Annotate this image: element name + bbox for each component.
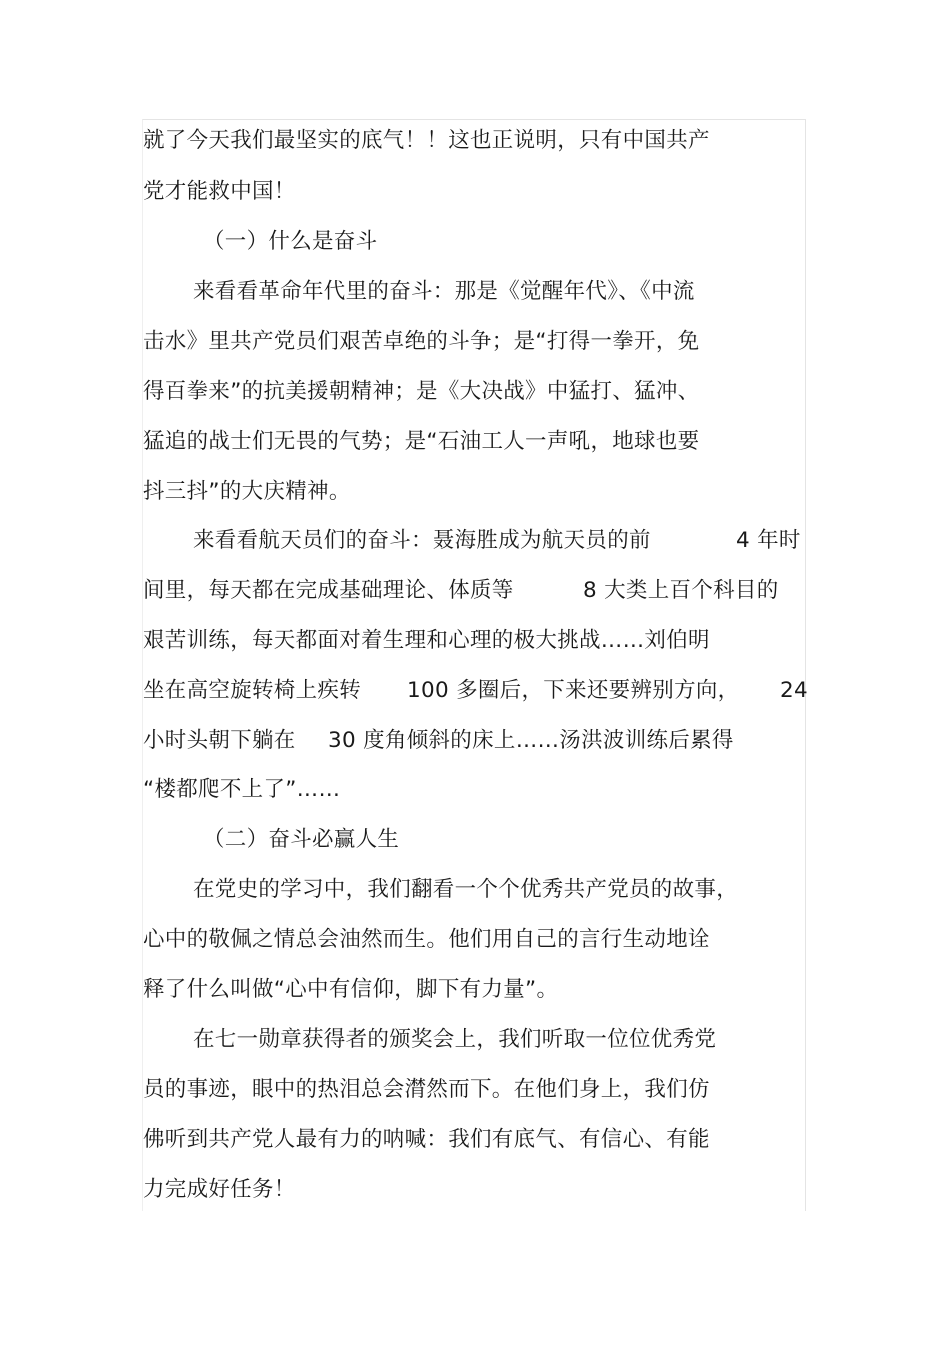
text-line-10-tail: 8 大类上百个科目的 — [583, 578, 779, 603]
text-line-9: 来看看航天员们的奋斗：聂海胜成为航天员的前 — [193, 528, 651, 553]
text-line-20: 员的事迹，眼中的热泪总会潸然而下。在他们身上，我们仿 — [143, 1077, 710, 1102]
text-line-12: 坐在高空旋转椅上疾转 — [143, 678, 362, 703]
text-line-21: 佛听到共产党人最有力的呐喊：我们有底气、有信心、有能 — [143, 1127, 710, 1152]
text-line-22: 力完成好任务！ — [143, 1177, 296, 1202]
section-heading-1: （一）什么是奋斗 — [203, 229, 378, 254]
text-line-10: 间里，每天都在完成基础理论、体质等 — [143, 578, 514, 603]
text-line-9-tail: 4 年时 — [736, 528, 801, 553]
text-line-8: 抖三抖”的大庆精神。 — [143, 479, 351, 504]
text-line-12-tail: 24 — [780, 678, 808, 703]
text-line-1: 就了今天我们最坚实的底气！！这也正说明，只有中国共产 — [143, 128, 710, 153]
text-line-2: 党才能救中国！ — [143, 179, 296, 204]
text-line-18: 释了什么叫做“心中有信仰，脚下有力量”。 — [143, 977, 559, 1002]
text-line-16: 在党史的学习中，我们翻看一个个优秀共产党员的故事， — [193, 877, 739, 902]
text-line-13: 小时头朝下躺在 — [143, 728, 296, 753]
text-line-13-tail: 30 度角倾斜的床上……汤洪波训练后累得 — [328, 728, 734, 753]
text-line-19: 在七一勋章获得者的颁奖会上，我们听取一位位优秀党 — [193, 1027, 717, 1052]
text-line-11: 艰苦训练，每天都面对着生理和心理的极大挑战……刘伯明 — [143, 628, 710, 653]
text-line-4: 来看看革命年代里的奋斗：那是《觉醒年代》、《中流 — [193, 279, 695, 304]
text-line-14: “楼都爬不上了”…… — [143, 777, 341, 802]
text-line-7: 猛追的战士们无畏的气势；是“石油工人一声吼，地球也要 — [143, 429, 700, 454]
text-line-6: 得百拳来”的抗美援朝精神；是《大决战》中猛打、猛冲、 — [143, 379, 700, 404]
text-line-5: 击水》里共产党员们艰苦卓绝的斗争；是“打得一拳开，免 — [143, 329, 700, 354]
text-line-12-mid: 100 多圈后，下来还要辨别方向， — [407, 678, 740, 703]
text-line-17: 心中的敬佩之情总会油然而生。他们用自己的言行生动地诠 — [143, 927, 710, 952]
section-heading-2: （二）奋斗必赢人生 — [203, 827, 400, 852]
